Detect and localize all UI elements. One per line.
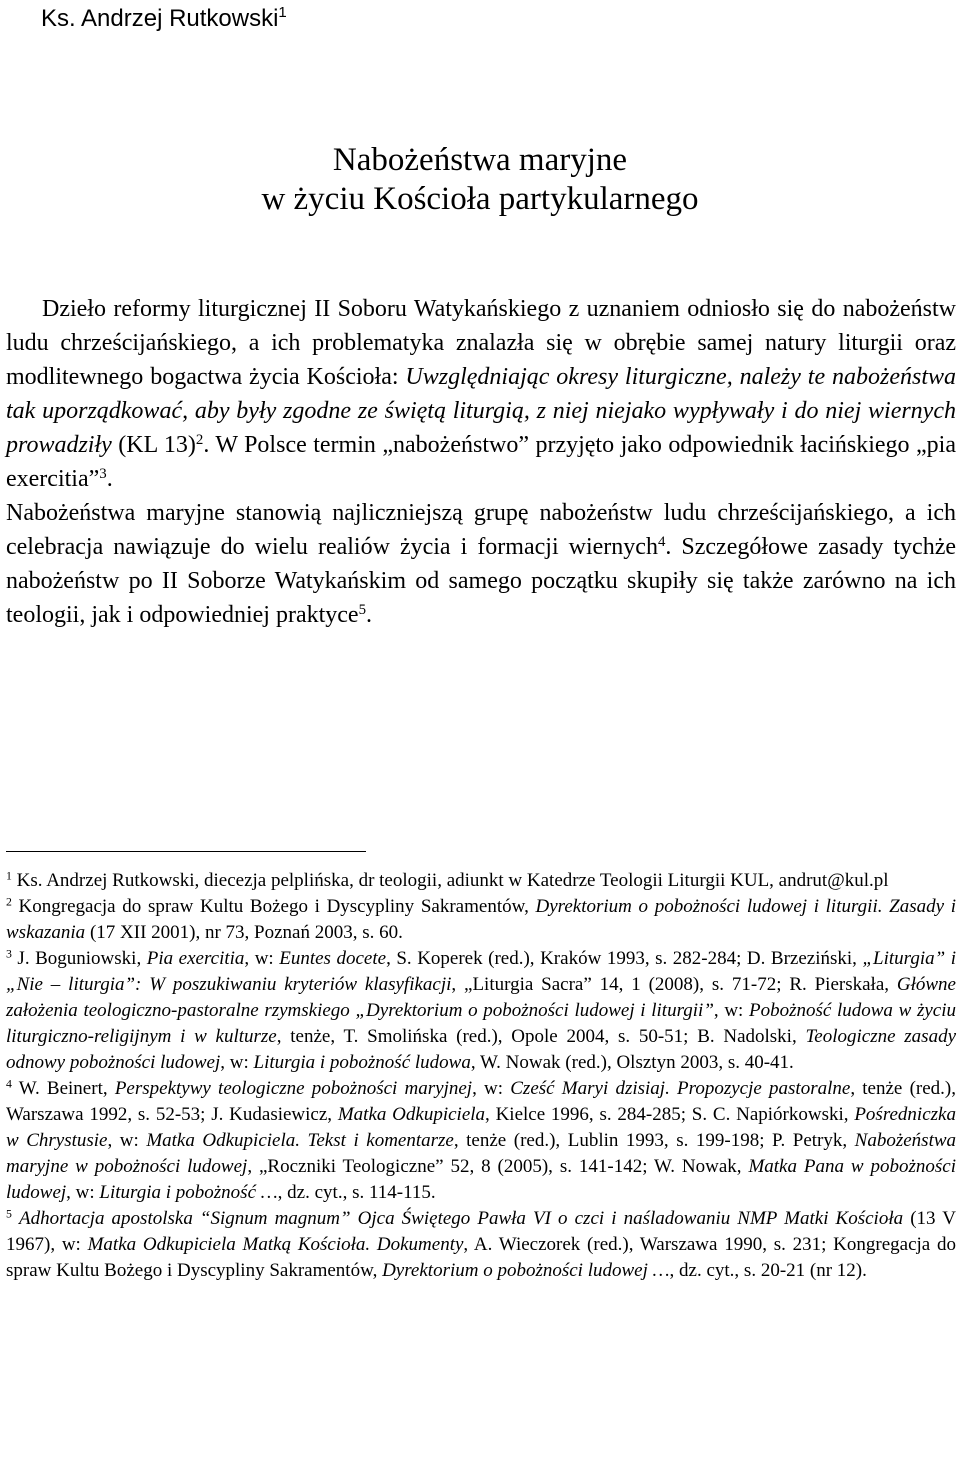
footnote-ref-2: 2 — [195, 431, 204, 448]
footnote-italic: Liturgia i pobożność … — [99, 1182, 278, 1203]
footnote-3 — [6, 946, 956, 1076]
footnote-italic: Cześć Maryi dzisiaj. Propozycje pastoralne — [510, 1078, 851, 1099]
footnote-number: 3 — [6, 947, 12, 961]
paragraph-2-end: . — [366, 602, 373, 628]
footnote-text: (13 V 1967), w: — [6, 1208, 956, 1255]
footnote-number: 1 — [6, 869, 12, 883]
footnote-italic: Matka Pana w pobożności ludowej — [6, 1156, 956, 1203]
footnote-text: , W. Nowak (red.), Olsztyn 2003, s. 40-41. — [470, 1052, 794, 1073]
article-title — [0, 141, 960, 219]
footnote-italic: Główne założenia teologiczno-pastoralne rzymskiego „Dyrektorium o pobożności ludowej i liturgii” — [6, 974, 956, 1021]
footnote-italic: Matka Odkupiciela. Tekst i komentarze — [146, 1130, 454, 1151]
footnote-italic: Matka Odkupiciela — [337, 1104, 486, 1125]
footnote-text: , w: — [713, 1000, 749, 1021]
footnote-italic: Dyrektorium o pobożności ludowej … — [382, 1260, 670, 1281]
council-quote: Uwzględniając okresy liturgiczne, należy te nabożeństwa tak uporządkować, aby były zgodne ze świętą liturgią, z niej niejako wypływały i do niej wiernych prowadziły — [6, 364, 956, 458]
title-line-2: w życiu Kościoła partykularnego — [261, 181, 699, 217]
footnote-ref-3: 3 — [99, 465, 107, 482]
footnote-italic: Pia exercitia — [146, 948, 245, 969]
footnote-text: , w: — [66, 1182, 100, 1203]
footnote-1 — [6, 868, 956, 894]
title-line-1: Nabożeństwa maryjne — [332, 142, 628, 178]
footnote-italic: Teologiczne zasady odnowy pobożności ludowej — [6, 1026, 957, 1073]
footnote-italic: Adhortacja apostolska “Signum magnum” Ojca Świętego Pawła VI o czci i naśladowaniu NMP Matki Kościoła — [18, 1208, 904, 1229]
footnote-text: , tenże (red.), Lublin 1993, s. 199-198; P. Petryk, — [453, 1130, 855, 1151]
footnote-ref-4: 4 — [657, 533, 666, 550]
footnote-ref-1: 1 — [278, 4, 287, 21]
footnote-text: , tenże (red.), Warszawa 1992, s. 52-53; J. Kudasiewicz, — [6, 1078, 956, 1125]
footnotes — [6, 868, 956, 1284]
footnote-text: , dz. cyt., s. 20-21 (nr 12). — [669, 1260, 867, 1281]
footnote-separator — [6, 851, 366, 852]
footnote-text: , w: — [107, 1130, 147, 1151]
footnote-text: , „Roczniki Teologiczne” 52, 8 (2005), s. 141-142; W. Nowak, — [247, 1156, 749, 1177]
paragraph-1-text-cont: . W Polsce termin „nabożeństwo” przyjęto jako odpowiednik łacińskiego „pia exercitia” — [6, 432, 956, 492]
footnote-italic: Perspektywy teologiczne pobożności maryjnej — [114, 1078, 473, 1099]
footnote-text: , S. Koperek (red.), Kraków 1993, s. 282-284; D. Brzeziński, — [386, 948, 863, 969]
footnote-italic: Pośredniczka w Chrystusie — [6, 1104, 956, 1151]
paragraph-2-text-cont: . Szczegółowe zasady tychże nabożeństw po II Soborze Watykańskim od samego początku skupiły się także zarówno na ich teologii, jak i odpowiedniej praktyce — [6, 534, 956, 628]
footnote-italic: Nabożeństwa maryjne w pobożności ludowej — [6, 1130, 957, 1177]
paragraph-1 — [6, 292, 956, 496]
footnote-italic: Dyrektorium o pobożności ludowej i liturgii. Zasady i wskazania — [6, 896, 956, 943]
paragraph-1-end: . — [106, 466, 113, 492]
footnote-text: , „Liturgia Sacra” 14, 1 (2008), s. 71-72; R. Pierskała, — [451, 974, 897, 995]
footnote-5 — [6, 1206, 956, 1284]
footnote-italic: „Liturgia” i „Nie – liturgia”: W poszukiwaniu kryteriów klasyfikacji — [6, 948, 956, 995]
footnote-italic: Matka Odkupiciela Matką Kościoła. Dokumenty — [87, 1234, 464, 1255]
footnote-ref-5: 5 — [358, 601, 367, 618]
footnote-italic: Liturgia i pobożność ludowa — [253, 1052, 471, 1073]
footnote-text: , w: — [472, 1078, 511, 1099]
footnote-text: , Kielce 1996, s. 284-285; S. C. Napiórkowski, — [485, 1104, 855, 1125]
footnote-text: Kongregacja do spraw Kultu Bożego i Dyscypliny Sakramentów, — [11, 896, 536, 917]
footnote-text: , w: — [244, 948, 280, 969]
footnote-text — [12, 1208, 19, 1229]
paragraph-1-citation: (KL 13) — [111, 432, 196, 458]
footnote-text: W. Beinert, — [11, 1078, 115, 1099]
footnote-number: 5 — [6, 1207, 12, 1221]
author-name: Ks. Andrzej Rutkowski — [41, 5, 279, 32]
footnote-text: J. Boguniowski, — [11, 948, 147, 969]
paragraph-2 — [6, 496, 956, 632]
author-line — [41, 4, 287, 34]
footnote-text: , w: — [220, 1052, 254, 1073]
footnote-number: 4 — [6, 1077, 12, 1091]
footnote-italic: Pobożność ludowa w życiu liturgiczno-religijnym i w kulturze — [6, 1000, 956, 1047]
footnote-text: , tenże, T. Smolińska (red.), Opole 2004, s. 50-51; B. Nadolski, — [276, 1026, 806, 1047]
footnote-number: 2 — [6, 895, 12, 909]
footnote-text: , dz. cyt., s. 114-115. — [277, 1182, 436, 1203]
paragraph-2-text: Nabożeństwa maryjne stanowią najliczniejszą grupę nabożeństw ludu chrześcijańskiego, a ich celebracja nawiązuje do wielu realiów życia i formacji wiernych — [6, 500, 956, 560]
footnote-text: (17 XII 2001), nr 73, Poznań 2003, s. 60. — [85, 922, 403, 943]
paragraph-1-text: Dzieło reformy liturgicznej II Soboru Watykańskiego z uznaniem odniosło się do nabożeństw ludu chrześcijańskiego, a ich problematyka znalazła się w obrębie samej natury liturgii oraz modlitewnego bogactwa życia Kościoła: — [6, 296, 956, 390]
footnote-4 — [6, 1076, 956, 1206]
footnote-text: , A. Wieczorek (red.), Warszawa 1990, s. 231; Kongregacja do spraw Kultu Bożego i Dyscypliny Sakramentów, — [6, 1234, 957, 1281]
footnote-italic: Euntes docete — [279, 948, 387, 969]
article-body — [6, 292, 956, 632]
footnote-2 — [6, 894, 956, 946]
footnote-text: Ks. Andrzej Rutkowski, diecezja pelplińska, dr teologii, adiunkt w Katedrze Teologii Liturgii KUL, andrut@kul.pl — [11, 870, 889, 891]
